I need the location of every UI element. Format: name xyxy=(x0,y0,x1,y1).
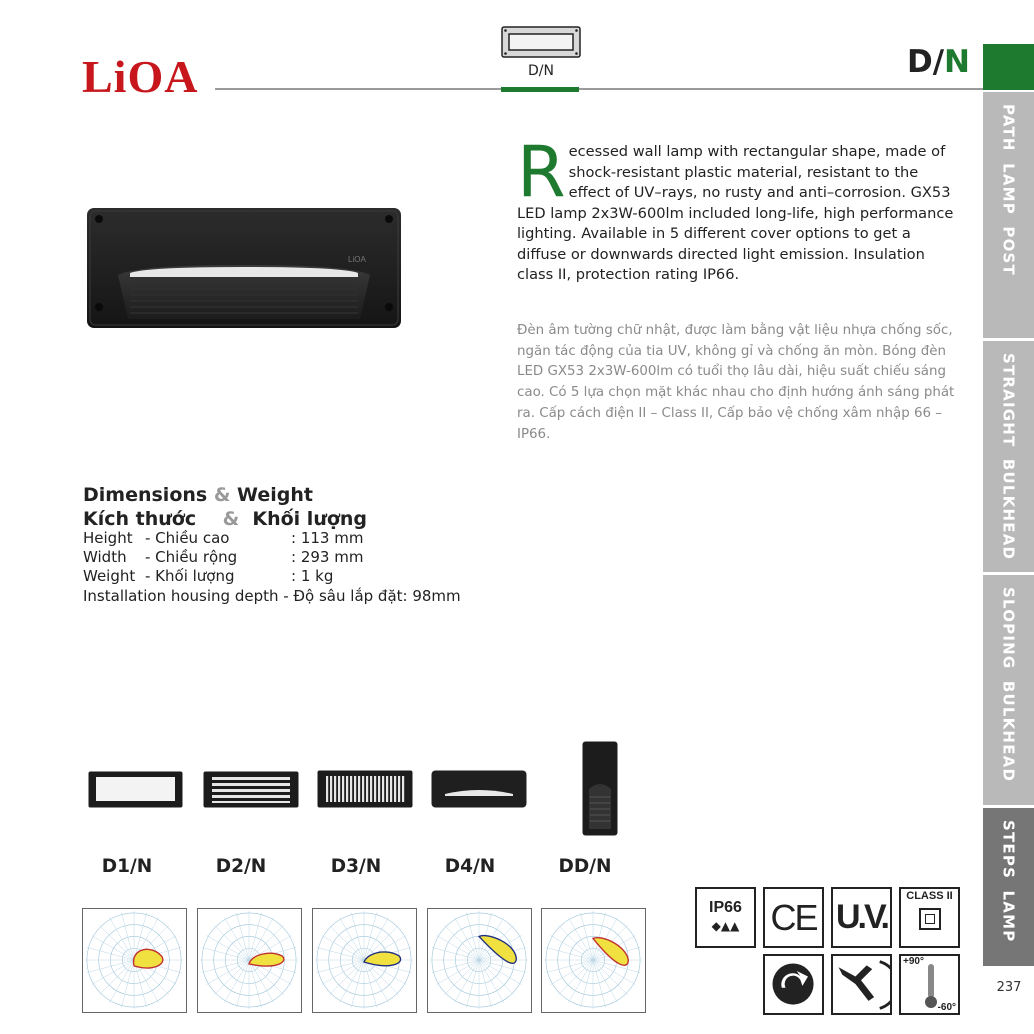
product-main-image xyxy=(86,207,402,329)
sidebar-tab-path-lamp-post[interactable]: PATH LAMP POST xyxy=(983,92,1034,338)
impact-resistance-icon xyxy=(831,954,892,1015)
uv-resistant-icon: U.V. xyxy=(831,887,892,948)
variant-label-dd: DD/N xyxy=(558,856,612,877)
ip66-icon: IP66 ◆▲▲ xyxy=(695,887,756,948)
brand-logo: LiOA xyxy=(82,51,199,102)
sidebar-tab-straight-bulkhead[interactable]: STRAIGHT BULKHEAD xyxy=(983,341,1034,572)
slot-cover-icon xyxy=(431,770,527,808)
header-active-underline xyxy=(501,87,579,92)
vertical-grille-icon xyxy=(317,770,413,808)
product-code: D/N xyxy=(906,44,970,80)
plain-cover-icon xyxy=(88,771,183,808)
dimensions-title-vi: Kích thước & Khối lượng xyxy=(83,508,368,530)
horizontal-louver-icon xyxy=(203,771,299,808)
polar-diagram-d4 xyxy=(427,908,532,1013)
temperature-range-icon: +90° -60° xyxy=(899,954,960,1015)
variant-label-d2: D2/N xyxy=(215,856,267,877)
page-number: 237 xyxy=(996,980,1022,995)
polar-diagram-dd xyxy=(541,908,646,1013)
class-ii-icon: CLASS II xyxy=(899,887,960,948)
sidebar-tab-sloping-bulkhead[interactable]: SLOPING BULKHEAD xyxy=(983,575,1034,805)
header-thumb-label: D/N xyxy=(528,63,554,79)
variant-label-d4: D4/N xyxy=(444,856,496,877)
recycle-arrow-icon xyxy=(763,954,824,1015)
ce-mark-icon: CE xyxy=(763,887,824,948)
description-english: Recessed wall lamp with rectangular shape, made of shock-resistant plastic material, resistant to the effect of UV–rays, no rusty and anti–corrosion. GX53 LED lamp 2x3W-600lm included long-life, high performance lighting. Available in 5 different cover options to get a diffuse or downwards directed light emission. Insulation class II, protection rating IP66. xyxy=(517,131,954,283)
description-vietnamese: Đèn âm tường chữ nhật, được làm bằng vật liệu nhựa chống sốc, ngăn tác động của tia UV, không gỉ và chống ăn mòn. Bóng đèn LED GX53 2x3W-600lm có tuổi thọ lâu dài, hiệu suất chiếu sáng cao. Có 5 lựa chọn mặt khác nhau cho định hướng ánh sáng phát ra. Cấp cách điện II – Class II, Cấp bảo vệ chống xâm nhập 66 – IP66. xyxy=(517,323,955,442)
header-rule xyxy=(215,88,983,90)
polar-diagram-d2 xyxy=(197,908,302,1013)
sidebar-tab-steps-lamp[interactable]: STEPS LAMP xyxy=(983,808,1034,966)
dim-row-install-depth: Installation housing depth - Độ sâu lắp đặt: 98mm xyxy=(83,587,461,605)
dimensions-title: Dimensions & Weight xyxy=(83,484,313,506)
sidebar-green-block xyxy=(983,44,1034,90)
svg-text:LiOA: LiOA xyxy=(348,255,366,264)
dim-row-weight: Weight - Khối lượng : 1 kg xyxy=(83,567,334,585)
dim-row-width: Width - Chiều rộng : 293 mm xyxy=(83,548,364,566)
drop-cap: R xyxy=(517,131,566,213)
variant-label-d3: D3/N xyxy=(330,856,382,877)
header-product-thumb-icon xyxy=(501,26,581,58)
vertical-lamp-icon xyxy=(582,741,618,836)
variant-label-d1: D1/N xyxy=(101,856,153,877)
polar-diagram-d1 xyxy=(82,908,187,1013)
polar-diagram-d3 xyxy=(312,908,417,1013)
dim-row-height: Height - Chiều cao : 113 mm xyxy=(83,529,364,547)
